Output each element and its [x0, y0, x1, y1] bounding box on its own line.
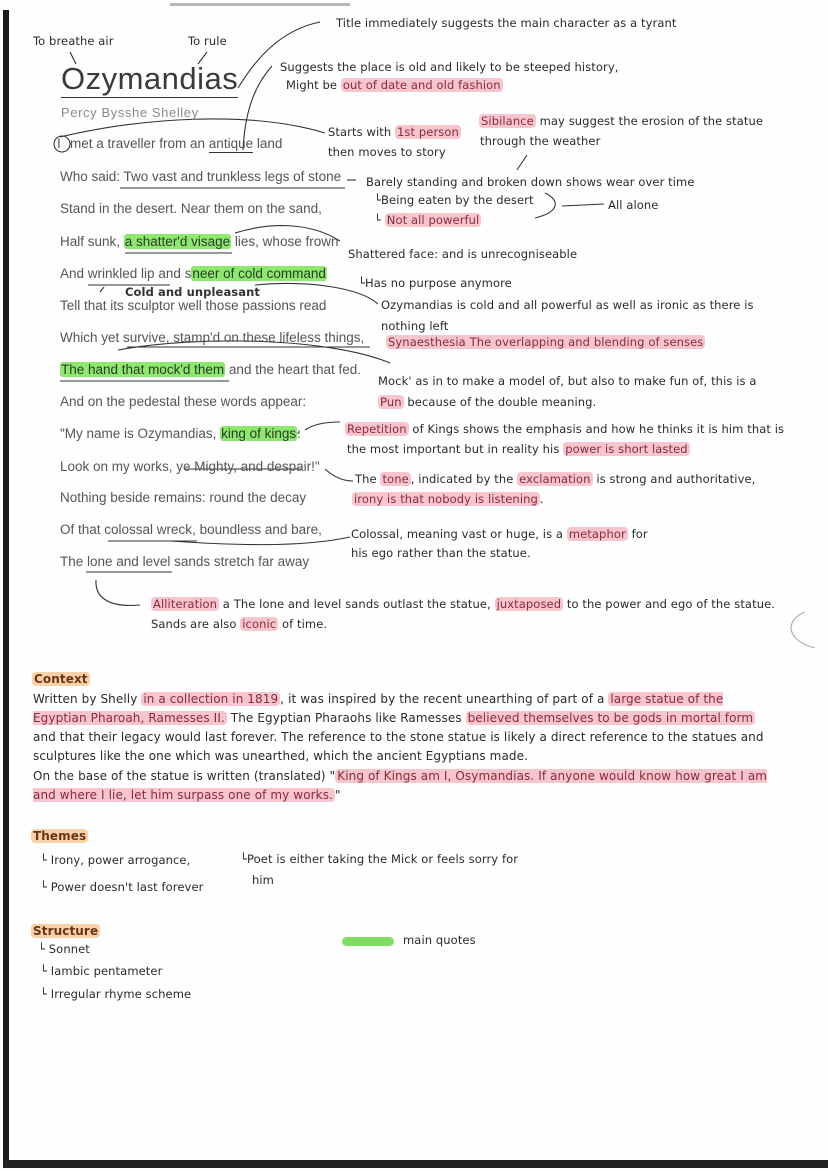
annotation-alliteration-line1: Alliteration a The lone and level sands outlast the statue, juxtaposed to the power and ego of the statue. [153, 597, 776, 611]
scan-edge-bottom [3, 1160, 828, 1168]
pink-highlight: metaphor [568, 527, 626, 541]
annotation-to-breathe-air: To breathe air [33, 34, 114, 48]
structure-heading: Structure [33, 924, 99, 938]
poem-line-12: Nothing beside remains: round the decay [60, 490, 307, 505]
pink-highlight: exclamation [519, 472, 591, 486]
green-highlight: king of kings [221, 426, 297, 441]
annotation-colossal-line2: his ego rather than the statue. [351, 546, 531, 560]
poem-line-10: "My name is Ozymandias, king of kings: [60, 426, 301, 441]
page-title: Ozymandias [61, 61, 239, 96]
annotation-legs-sub2: └ Not all powerful [374, 213, 480, 227]
pink-highlight: Alliteration [153, 597, 218, 611]
poem-line-8: The hand that mock'd them and the heart that fed. [61, 362, 362, 377]
pink-highlight: large statue of the Egyptian Pharoah, Ramesses II. [33, 692, 724, 725]
legend-green-swatch [342, 937, 394, 946]
pink-highlight: out of date and old fashion [342, 78, 501, 92]
annotation-tone-line2: irony is that nobody is listening . [354, 492, 544, 506]
annotation-legs-main: Barely standing and broken down shows wear over time [366, 175, 695, 189]
pink-highlight: King of Kings am I, Osymandias. If anyone would know how great I am and where I lie, let him surpass one of my works. [33, 769, 768, 802]
scan-edge-left [3, 10, 9, 1160]
poem-line-4: Half sunk, a shatter'd visage lies, whose frown [60, 234, 339, 249]
scan-edge-top [170, 3, 350, 6]
poem-line-13: Of that colossal wreck, boundless and bare, [60, 522, 322, 537]
theme-side-note-line2: him [252, 873, 274, 887]
annotation-sneer-line1: Ozymandias is cold and all powerful as well as ironic as there is [381, 298, 754, 312]
annotation-first-person: Starts with 1st person [328, 125, 459, 139]
annotation-repetition-line1: Repetition of Kings shows the emphasis and how he thinks it is him that is [347, 422, 785, 436]
annotation-mock-line1: Mock' as in to make a model of, but also to make fun of, this is a [378, 374, 757, 388]
structure-item-3: └ Irregular rhyme scheme [40, 987, 192, 1001]
pink-highlight: iconic [242, 617, 277, 631]
structure-item-1: └ Sonnet [38, 942, 90, 956]
poem-line-9: And on the pedestal these words appear: [60, 394, 307, 409]
pink-highlight: tone [382, 472, 409, 486]
annotation-tyrant: Title immediately suggests the main character as a tyrant [336, 16, 677, 30]
pink-highlight: Repetition [347, 422, 407, 436]
annotation-synaesthesia [386, 335, 705, 349]
context-paragraph-1: Written by Shelly in a collection in 1819 , it was inspired by the recent unearthing of part of a large statue of the Egyptian Pharoah, Ramesses II. The Egyptian Pharaohs like Ramesses believed themselves to be gods in mortal form and that their legacy would last forever. The reference to the stone statue is likely a direct reference to the statues and sculptures like the one which was unearthed, which the ancient Egyptians made. [33, 692, 764, 763]
context-heading: Context [34, 672, 88, 686]
pink-highlight: Synaesthesia The overlapping and blending of senses [388, 335, 704, 349]
green-highlight: neer of cold command [192, 266, 326, 281]
annotation-alliteration-line2: Sands are also iconic of time. [151, 617, 328, 631]
annotation-visage-sub: └Has no purpose anymore [358, 276, 512, 290]
context-paragraph-2: On the base of the statue is written (translated) " King of Kings am I, Osymandias. If anyone would know how great I am and where I lie, let him surpass one of my works. " [33, 769, 768, 802]
pink-highlight: Sibilance [481, 114, 534, 128]
poem-line-7: Which yet survive, stamp'd on these lifeless things, [60, 330, 365, 345]
author-name: Percy Bysshe Shelley [61, 105, 199, 120]
annotation-mock-line2: Pun because of the double meaning. [380, 395, 597, 409]
theme-item-2: └ Power doesn't last forever [40, 880, 204, 894]
green-highlight: The hand that mock'd them [61, 362, 225, 377]
annotation-tone-line1: The tone , indicated by the exclamation is strong and authoritative, [355, 472, 756, 486]
annotation-to-rule: To rule [188, 34, 227, 48]
annotation-sibilance-line2: through the weather [480, 134, 601, 148]
annotation-legs-sub1: └Being eaten by the desert [374, 193, 534, 207]
annotation-visage-main: Shattered face: and is unrecogniseable [348, 247, 578, 261]
annotation-sneer-line2: nothing left [381, 319, 449, 333]
legend-label: main quotes [403, 933, 476, 947]
annotation-all-alone: All alone [608, 198, 659, 212]
poem-line-5: And wrinkled lip and sneer of cold command [60, 266, 326, 281]
annotation-antique-line2: Might be out of date and old fashion [286, 78, 501, 92]
annotation-sibilance: Sibilance may suggest the erosion of the statue [481, 114, 764, 128]
green-highlight: a shatter'd visage [124, 234, 231, 249]
annotation-first-person-line2: then moves to story [328, 145, 446, 159]
poem-line-1: met a traveller from an antique land [70, 136, 283, 151]
pink-highlight: Pun [380, 395, 402, 409]
poem-line-3: Stand in the desert. Near them on the sand, [60, 201, 322, 216]
annotation-colossal-line1: Colossal, meaning vast or huge, is a metaphor for [351, 527, 648, 541]
poem-line-2: Who said: Two vast and trunkless legs of stone [60, 169, 342, 184]
poem-line-14: The lone and level sands stretch far away [60, 554, 310, 569]
pink-highlight: believed themselves to be gods in mortal form [467, 711, 754, 725]
pink-highlight: power is short lasted [565, 442, 688, 456]
poem-line-11: Look on my works, ye Mighty, and despair!" [60, 459, 320, 474]
pink-highlight: in a collection in 1819 [143, 692, 279, 706]
pink-highlight: irony is that nobody is listening [354, 492, 538, 506]
circled-i: I [57, 136, 61, 151]
pink-highlight: 1st person [397, 125, 459, 139]
themes-heading: Themes [33, 829, 87, 843]
theme-item-1: └ Irony, power arrogance, [40, 853, 191, 867]
annotation-antique-line1: Suggests the place is old and likely to be steeped history, [280, 60, 619, 74]
structure-item-2: └ Iambic pentameter [40, 964, 163, 978]
theme-side-note-line1: └Poet is either taking the Mick or feels sorry for [240, 852, 519, 866]
poem-line-6: Tell that its sculptor well those passions read [60, 298, 327, 313]
pink-highlight: juxtaposed [496, 597, 562, 611]
pink-highlight: Not all powerful [386, 213, 480, 227]
annotation-repetition-line2: the most important but in reality his power is short lasted [347, 442, 688, 456]
annotation-cold-unpleasant: Cold and unpleasant [125, 285, 260, 299]
